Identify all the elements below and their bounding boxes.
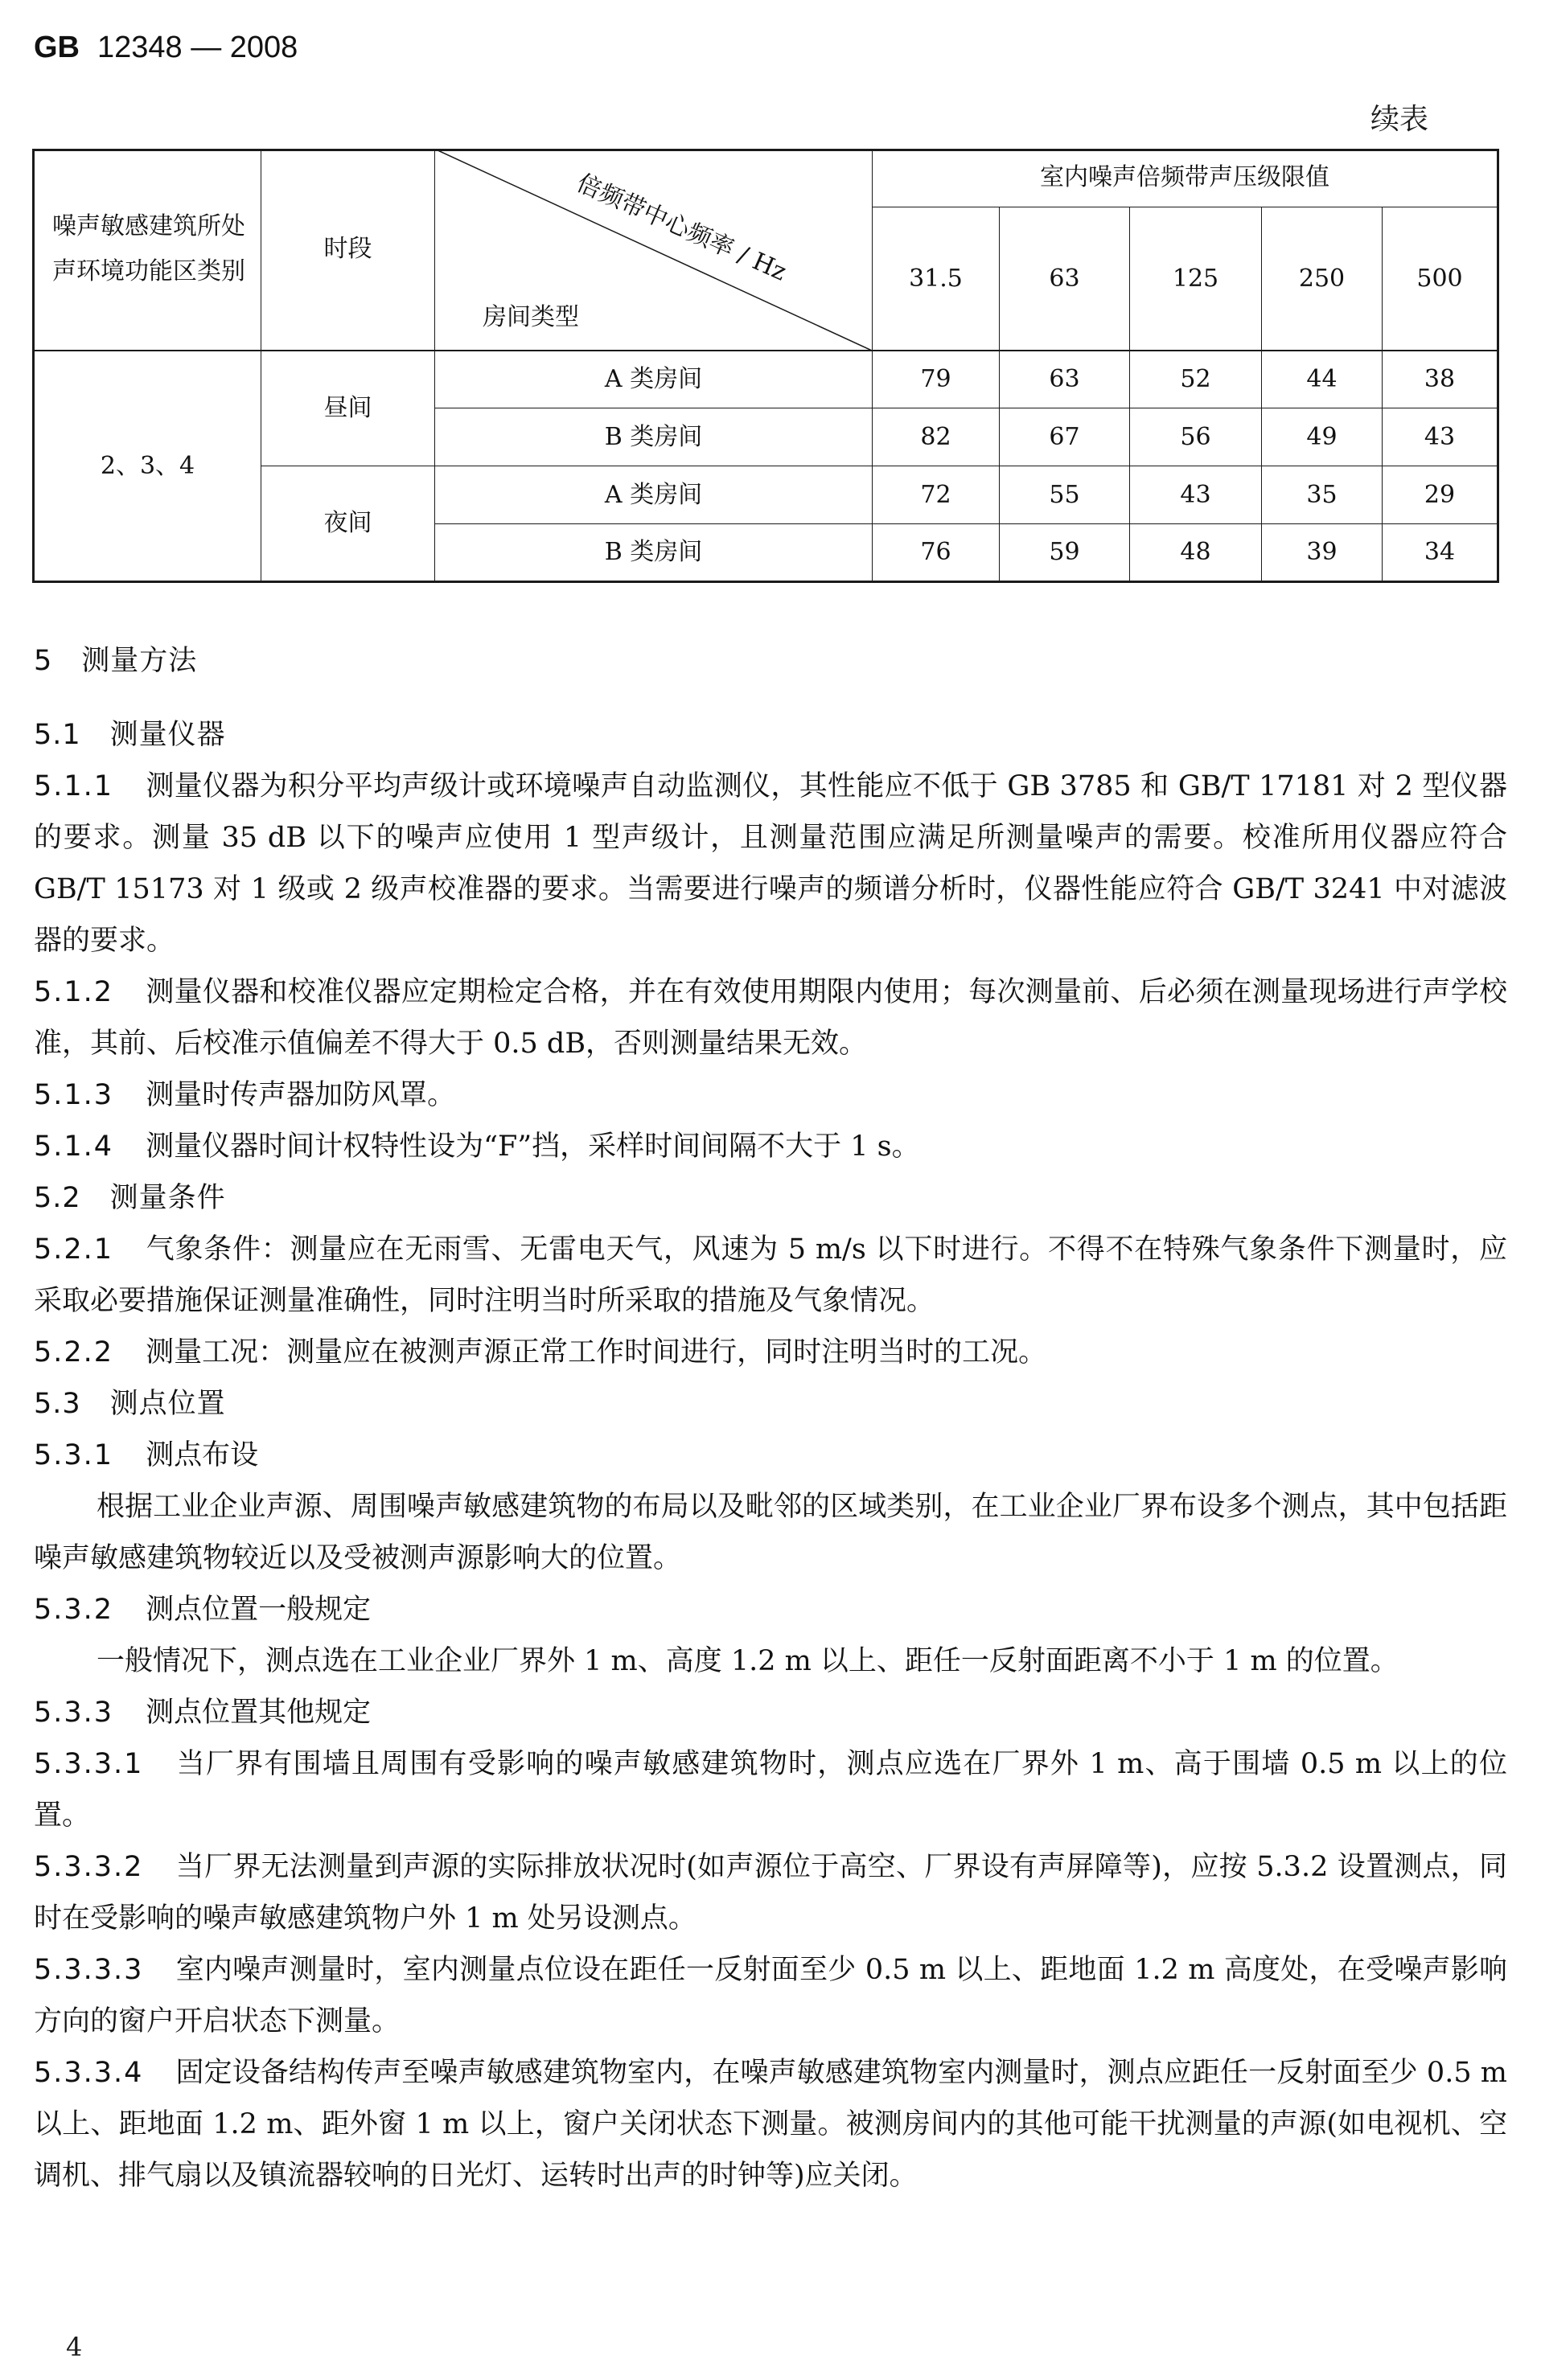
room-type-cell: B 类房间 xyxy=(604,422,703,451)
clause-text: 当厂界有围墙且周围有受影响的噪声敏感建筑物时，测点应选在厂界外 1 m、高于围墙 0.5 m 以上的位置。 xyxy=(34,1748,1507,1832)
value-cell: 56 xyxy=(1180,422,1211,451)
clause xyxy=(34,1121,1507,1172)
clause-text: 室内噪声测量时，室内测量点位设在距任一反射面至少 0.5 m 以上、距地面 1.2 m 高度处，在受噪声影响方向的窗户开启状态下测量。 xyxy=(34,1954,1507,2037)
clause xyxy=(34,1327,1507,1378)
value-cell: 44 xyxy=(1306,365,1338,393)
header-limit-group: 室内噪声倍频带声压级限值 xyxy=(1040,163,1329,191)
clause-title: 测点位置一般规定 xyxy=(146,1594,372,1626)
clause-text: 固定设备结构传声至噪声敏感建筑物室内，在噪声敏感建筑物室内测量时，测点应距任一反射面至少 0.5 m 以上、距地面 1.2 m、距外窗 1 m 以上，窗户关闭状态下测量。被测房间内的其他可能干扰测量的声源(如电视机、空调机、排气扇以及镇流器较响的日光灯、运转时出声的时钟等)应关闭。 xyxy=(34,2057,1507,2192)
value-cell: 43 xyxy=(1180,480,1211,509)
clause-number: 5.1.2 xyxy=(34,976,114,1008)
clause-text: 测量仪器时间计权特性设为“F”挡，采样时间间隔不大于 1 s。 xyxy=(146,1130,920,1163)
value-cell: 43 xyxy=(1424,422,1456,451)
freq-header: 125 xyxy=(1172,264,1219,293)
value-cell: 76 xyxy=(920,538,951,566)
header-region-category: 噪声敏感建筑所处声环境功能区类别 xyxy=(52,212,245,285)
room-type-cell: A 类房间 xyxy=(604,480,703,509)
value-cell: 55 xyxy=(1049,480,1080,509)
standard-number: 12348 — 2008 xyxy=(97,31,298,64)
clause-number: 5.3.1 xyxy=(34,1439,114,1471)
section-heading: 5 测量方法 xyxy=(34,645,198,677)
value-cell: 34 xyxy=(1424,538,1456,566)
clause-number: 5.2.2 xyxy=(34,1336,114,1368)
document-body xyxy=(34,635,1507,2202)
period-night: 夜间 xyxy=(323,509,372,537)
value-cell: 35 xyxy=(1306,480,1338,509)
clause-text: 测量仪器和校准仪器应定期检定合格，并在有效使用期限内使用；每次测量前、后必须在测量现场进行声学校准，其前、后校准示值偏差不得大于 0.5 dB，否则测量结果无效。 xyxy=(34,976,1507,1060)
value-cell: 63 xyxy=(1049,365,1080,393)
value-cell: 39 xyxy=(1306,538,1338,566)
room-type-cell: A 类房间 xyxy=(604,365,703,393)
room-type-cell: B 类房间 xyxy=(604,538,703,566)
freq-header: 250 xyxy=(1298,264,1346,293)
clause-title: 测点位置其他规定 xyxy=(146,1697,372,1729)
clause xyxy=(34,1224,1507,1327)
clause-heading xyxy=(34,1584,1507,1635)
clause-number: 5.1.1 xyxy=(34,770,114,802)
freq-header: 31.5 xyxy=(909,264,963,293)
clause-number: 5.3.3 xyxy=(34,1697,114,1729)
freq-header: 500 xyxy=(1416,264,1463,293)
header-frequency-axis: 倍频带中心频率 / Hz xyxy=(572,169,791,287)
noise-limit-table xyxy=(32,149,1499,583)
standard-header xyxy=(34,31,298,65)
clause xyxy=(34,761,1507,966)
clause-number: 5.1.3 xyxy=(34,1079,114,1111)
clause-text: 测量时传声器加防风罩。 xyxy=(146,1079,456,1111)
clause xyxy=(34,966,1507,1069)
clause-number: 5.3.3.4 xyxy=(34,2057,144,2089)
clause xyxy=(34,1944,1507,2047)
clause-text: 一般情况下，测点选在工业企业厂界外 1 m、高度 1.2 m 以上、距任一反射面距离不小于 1 m 的位置。 xyxy=(97,1645,1399,1677)
clause-number: 5.3.3.3 xyxy=(34,1954,144,1986)
clause-text: 当厂界无法测量到声源的实际排放状况时(如声源位于高空、厂界设有声屏障等)，应按 5.3.2 设置测点，同时在受影响的噪声敏感建筑物户外 1 m 处另设测点。 xyxy=(34,1851,1507,1935)
clause-text: 根据工业企业声源、周围噪声敏感建筑物的布局以及毗邻的区域类别，在工业企业厂界布设多个测点，其中包括距噪声敏感建筑物较近以及受被测声源影响大的位置。 xyxy=(34,1491,1507,1574)
standard-code: GB xyxy=(34,31,80,64)
freq-header: 63 xyxy=(1049,264,1080,293)
value-cell: 49 xyxy=(1306,422,1338,451)
value-cell: 79 xyxy=(920,365,951,393)
clause-text: 测量仪器为积分平均声级计或环境噪声自动监测仪，其性能应不低于 GB 3785 和 GB/T 17181 对 2 型仪器的要求。测量 35 dB 以下的噪声应使用 1 型声级计，且测量范围应满足所测量噪声的需要。校准所用仪器应符合 GB/T 15173 对 1 级或 2 级声校准器的要求。当需要进行噪声的频谱分析时，仪器性能应符合 GB/T 3241 中对滤波器的要求。 xyxy=(34,770,1507,957)
clause-text: 气象条件：测量应在无雨雪、无雷电天气，风速为 5 m/s 以下时进行。不得不在特殊气象条件下测量时，应采取必要措施保证测量准确性，同时注明当时所采取的措施及气象情况。 xyxy=(34,1233,1507,1317)
value-cell: 72 xyxy=(920,480,951,509)
table-continued-label: 续表 xyxy=(1370,103,1428,136)
clause xyxy=(34,1069,1507,1121)
value-cell: 52 xyxy=(1180,365,1211,393)
page-number: 4 xyxy=(66,2332,83,2362)
clause-number: 5.2.1 xyxy=(34,1233,114,1266)
clause-heading xyxy=(34,1430,1507,1481)
section-heading: 5.1 测量仪器 xyxy=(34,719,226,751)
value-cell: 38 xyxy=(1424,365,1456,393)
clause xyxy=(34,1738,1507,1841)
section-heading: 5.2 测量条件 xyxy=(34,1182,226,1214)
section-heading: 5.3 测点位置 xyxy=(34,1388,226,1420)
clause-number: 5.3.3.2 xyxy=(34,1851,144,1883)
clause xyxy=(34,2047,1507,2202)
clause-number: 5.3.2 xyxy=(34,1594,114,1626)
value-cell: 67 xyxy=(1049,422,1080,451)
clause-number: 5.1.4 xyxy=(34,1130,114,1163)
clause-heading xyxy=(34,1687,1507,1738)
value-cell: 48 xyxy=(1180,538,1211,566)
region-cell: 2、3、4 xyxy=(100,451,195,480)
clause xyxy=(34,1841,1507,1944)
header-room-type: 房间类型 xyxy=(483,303,579,331)
value-cell: 82 xyxy=(920,422,951,451)
value-cell: 59 xyxy=(1049,538,1080,566)
header-period: 时段 xyxy=(323,235,372,263)
value-cell: 29 xyxy=(1424,480,1456,509)
clause-text: 测量工况：测量应在被测声源正常工作时间进行，同时注明当时的工况。 xyxy=(146,1336,1047,1368)
clause-title: 测点布设 xyxy=(146,1439,259,1471)
clause-number: 5.3.3.1 xyxy=(34,1748,144,1780)
period-day: 昼间 xyxy=(323,394,372,422)
